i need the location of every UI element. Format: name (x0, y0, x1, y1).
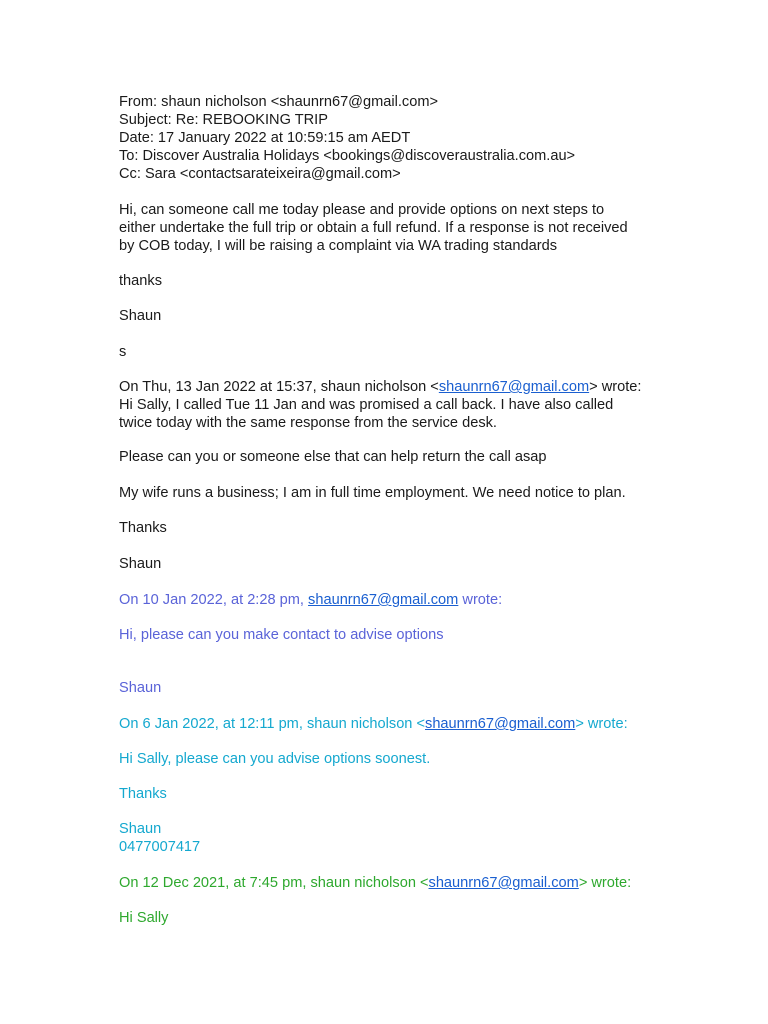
message2-line4: My wife runs a business; I am in full time employment. We need notice to plan. (119, 485, 626, 501)
message4-body: Hi Sally, please can you advise options soonest. (119, 751, 431, 767)
header-subject: Subject: Re: REBOOKING TRIP (119, 112, 328, 128)
message4-phone: 0477007417 (119, 839, 201, 855)
message5-body: Hi Sally (119, 910, 169, 926)
header-date: Date: 17 January 2022 at 10:59:15 am AEDT (119, 130, 411, 146)
email-link[interactable]: shaunrn67@gmail.com (438, 379, 590, 395)
message2-quote-header (119, 378, 641, 396)
quote-prefix: On Thu, 13 Jan 2022 at 15:37, shaun nicholson < (119, 379, 439, 395)
message2-line1: Hi Sally, I called Tue 11 Jan and was promised a call back. I have also called (119, 397, 614, 413)
email-link[interactable]: shaunrn67@gmail.com (425, 716, 576, 732)
message1-signature: Shaun (119, 308, 162, 324)
message2-signature: Shaun (119, 556, 162, 572)
message5-quote-header (119, 874, 631, 892)
message4-thanks: Thanks (119, 786, 167, 802)
quote-prefix: On 10 Jan 2022, at 2:28 pm, (119, 592, 309, 608)
header-cc: Cc: Sara <contactsarateixeira@gmail.com> (119, 166, 401, 182)
message4-quote-header (119, 715, 628, 733)
header-from: From: shaun nicholson <shaunrn67@gmail.com> (119, 94, 439, 110)
header-to: To: Discover Australia Holidays <bookings@discoveraustralia.com.au> (119, 148, 576, 164)
quote-suffix: > wrote: (578, 875, 632, 891)
message1-extra: s (119, 344, 127, 360)
message1-line1: Hi, can someone call me today please and provide options on next steps to (119, 202, 605, 218)
message2-line3: Please can you or someone else that can help return the call asap (119, 449, 547, 465)
email-link[interactable]: shaunrn67@gmail.com (428, 875, 579, 891)
message2-thanks: Thanks (119, 520, 167, 536)
message3-signature: Shaun (119, 680, 162, 696)
email-link[interactable]: shaunrn67@gmail.com (308, 592, 459, 608)
message2-line2: twice today with the same response from the service desk. (119, 415, 497, 431)
message3-quote-header (119, 591, 502, 609)
quote-prefix: On 12 Dec 2021, at 7:45 pm, shaun nicholson < (119, 875, 429, 891)
quote-suffix: > wrote: (575, 716, 628, 732)
quote-suffix: wrote: (458, 592, 503, 608)
quote-suffix: > wrote: (589, 379, 642, 395)
message1-line2: either undertake the full trip or obtain a full refund. If a response is not received (119, 220, 628, 236)
message4-signature: Shaun (119, 821, 162, 837)
quote-prefix: On 6 Jan 2022, at 12:11 pm, shaun nicholson < (119, 716, 426, 732)
message1-line3: by COB today, I will be raising a complaint via WA trading standards (119, 238, 558, 254)
message1-thanks: thanks (119, 273, 162, 289)
message3-body: Hi, please can you make contact to advise options (119, 627, 444, 643)
